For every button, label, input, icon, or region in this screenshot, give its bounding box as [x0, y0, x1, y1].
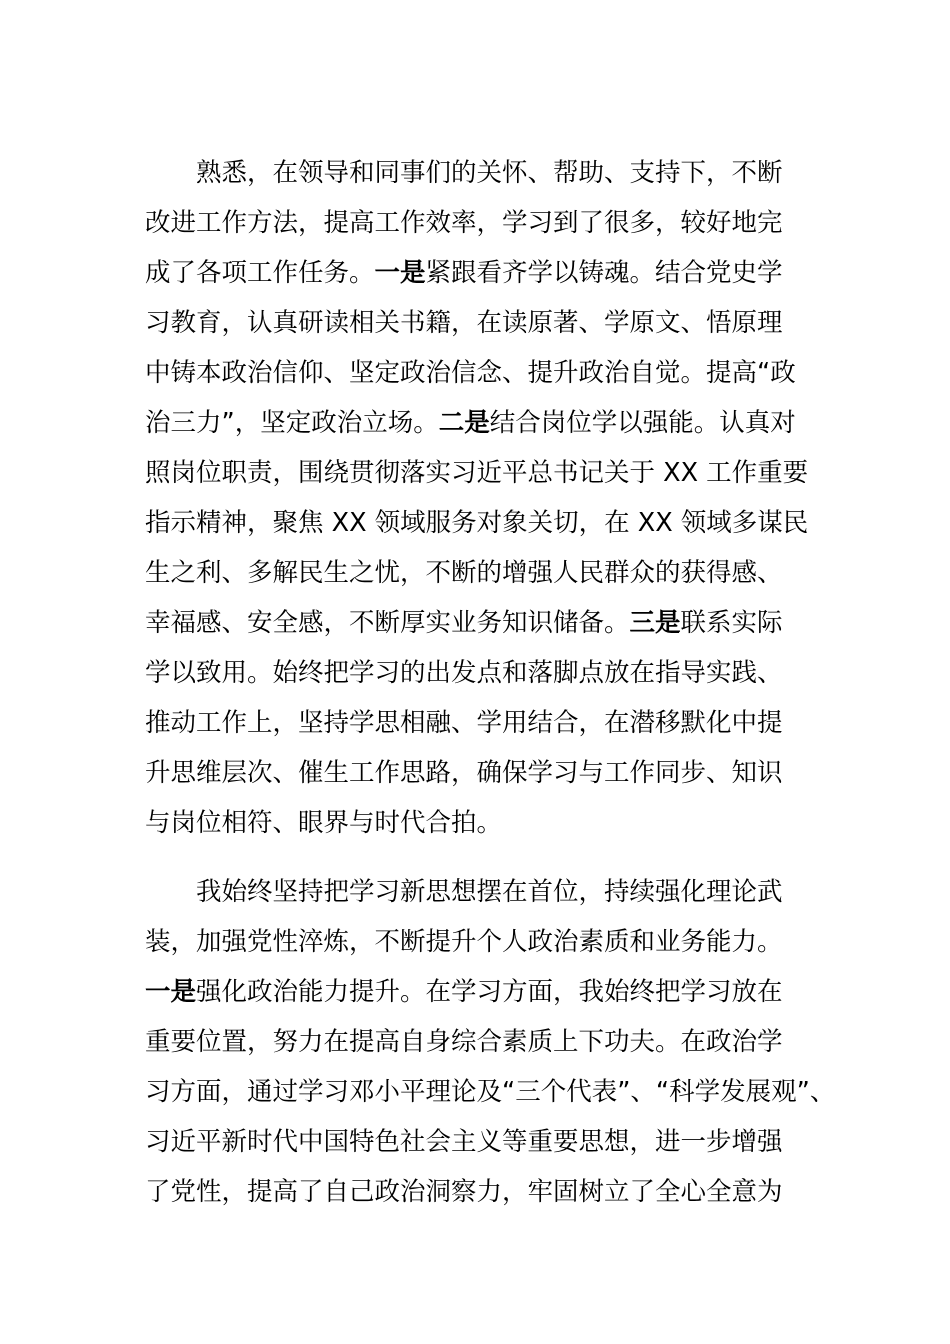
text-line	[145, 298, 825, 348]
text-line	[145, 698, 825, 748]
bold-lead-text: 二是	[438, 408, 490, 438]
text-line	[145, 648, 825, 698]
text-segment: 我始终坚持把学习新思想摆在首位，持续强化理论武	[196, 877, 783, 907]
text-segment: 指示精神，聚焦 XX 领域服务对象关切，在 XX 领域多谋民	[145, 508, 809, 538]
text-segment: 结合岗位学以强能。认真对	[489, 408, 796, 438]
text-segment: 推动工作上，坚持学思相融、学用结合，在潜移默化中提	[145, 708, 783, 738]
text-line	[145, 348, 825, 398]
text-segment: 生之利、多解民生之忧，不断的增强人民群众的获得感、	[145, 558, 783, 588]
text-line	[145, 748, 825, 798]
text-segment: 升思维层次、催生工作思路，确保学习与工作同步、知识	[145, 758, 783, 788]
text-segment: 了党性，提高了自己政治洞察力，牢固树立了全心全意为	[145, 1177, 783, 1207]
text-line	[145, 1117, 825, 1167]
paragraph	[145, 148, 825, 848]
text-line	[145, 917, 825, 967]
text-line	[145, 448, 825, 498]
text-segment: 强化政治能力提升。在学习方面，我始终把学习放在	[196, 977, 783, 1007]
text-line	[145, 1167, 825, 1217]
bold-lead-text: 一是	[374, 258, 426, 288]
text-line	[145, 867, 825, 917]
text-line	[145, 967, 825, 1017]
text-segment: 中铸本政治信仰、坚定政治信念、提升政治自觉。提高“政	[145, 358, 796, 388]
text-segment: 习教育，认真研读相关书籍，在读原著、学原文、悟原理	[145, 308, 783, 338]
text-segment: 学以致用。始终把学习的出发点和落脚点放在指导实践、	[145, 658, 783, 688]
text-segment: 联系实际	[680, 608, 783, 638]
bold-lead-text: 三是	[629, 608, 681, 638]
text-line	[145, 1017, 825, 1067]
paragraph	[145, 867, 836, 1217]
text-segment: 习方面，通过学习邓小平理论及“三个代表”、“科学发展观”、	[145, 1077, 836, 1107]
text-segment: 幸福感、安全感，不断厚实业务知识储备。	[145, 608, 630, 638]
text-line	[145, 198, 825, 248]
text-segment: 治三力”，坚定政治立场。	[145, 408, 439, 438]
text-segment: 成了各项工作任务。	[145, 258, 375, 288]
bold-lead-text: 一是	[145, 977, 197, 1007]
text-segment: 重要位置，努力在提高自身综合素质上下功夫。在政治学	[145, 1027, 783, 1057]
text-segment: 习近平新时代中国特色社会主义等重要思想，进一步增强	[145, 1127, 783, 1157]
text-segment: 装，加强党性淬炼，不断提升个人政治素质和业务能力。	[145, 927, 783, 957]
text-line	[145, 548, 825, 598]
text-line	[145, 798, 825, 848]
text-line	[145, 598, 825, 648]
text-line	[145, 248, 825, 298]
text-segment: 照岗位职责，围绕贯彻落实习近平总书记关于 XX 工作重要	[145, 458, 809, 488]
text-line	[145, 148, 825, 198]
text-line	[145, 1067, 836, 1117]
text-segment: 熟悉，在领导和同事们的关怀、帮助、支持下，不断	[196, 158, 783, 188]
text-segment: 紧跟看齐学以铸魂。结合党史学	[425, 258, 783, 288]
text-segment: 与岗位相符、眼界与时代合拍。	[145, 808, 503, 838]
text-line	[145, 398, 825, 448]
text-segment: 改进工作方法，提高工作效率，学习到了很多，较好地完	[145, 208, 783, 238]
text-line	[145, 498, 825, 548]
